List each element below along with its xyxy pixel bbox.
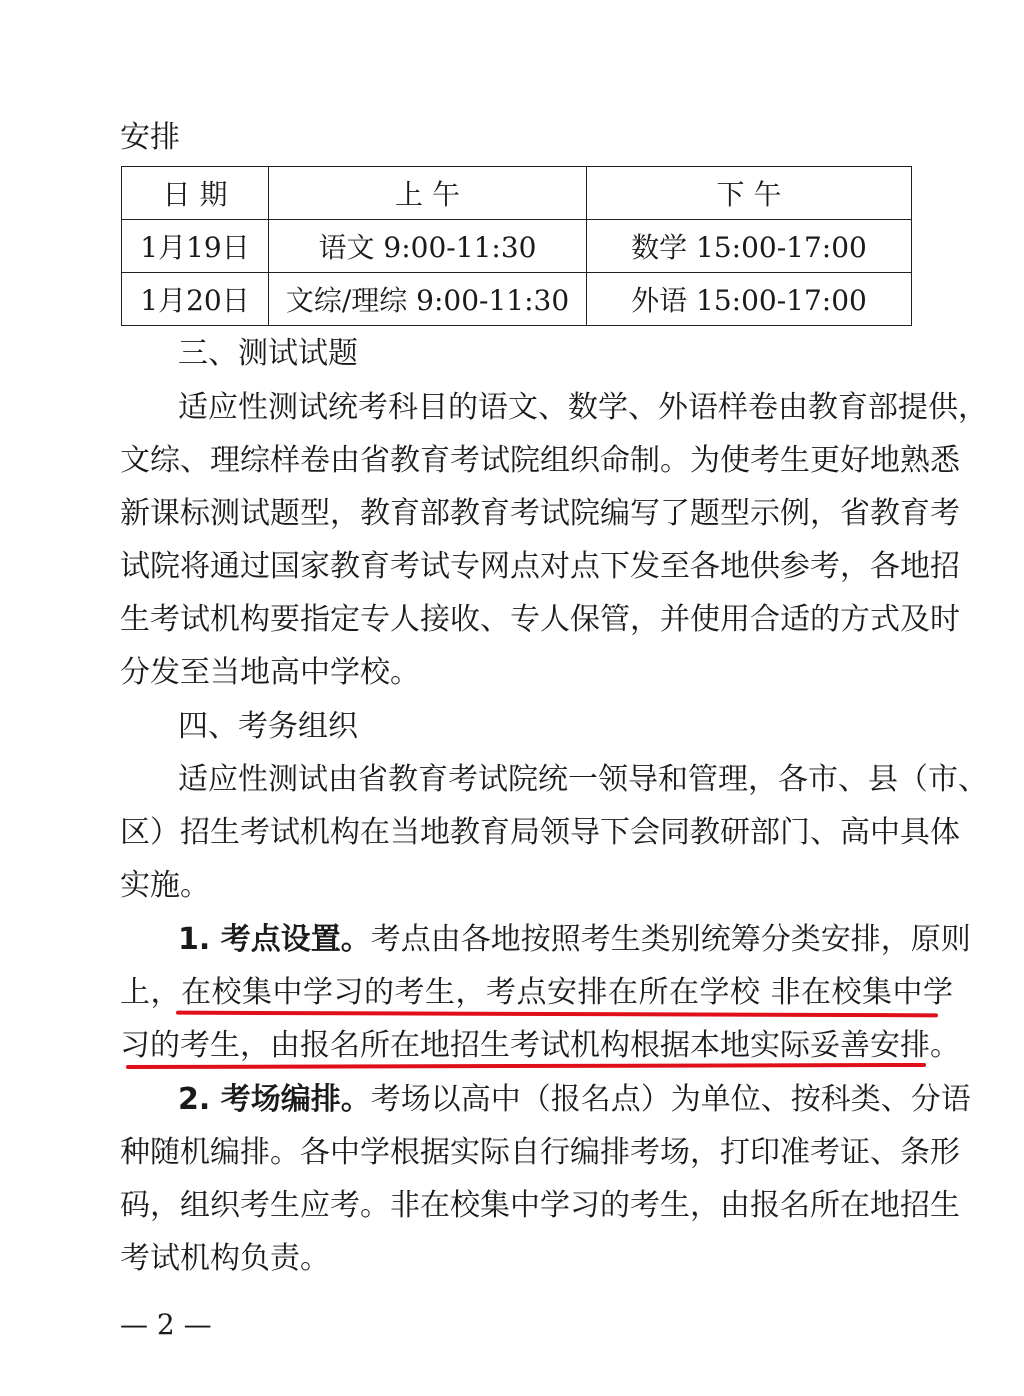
item1-first-text: 考点由各地按照考生类别统筹分类安排，原则: [370, 922, 971, 957]
header-morning: 上 午: [269, 167, 587, 220]
section4-line: 实施。: [120, 868, 210, 903]
row2-morning: 文综/理综 9:00-11:30: [269, 273, 587, 326]
section3-title: 三、测试试题: [178, 336, 358, 371]
section3-line: 新课标测试题型，教育部教育考试院编写了题型示例，省教育考: [120, 496, 960, 531]
section3-line: 生考试机构要指定专人接收、专人保管，并使用合适的方式及时: [120, 602, 960, 637]
row1-morning: 语文 9:00-11:30: [269, 220, 587, 273]
section4-line: 区）招生考试机构在当地教育局领导下会同教研部门、高中具体: [120, 815, 960, 850]
item1-bold-label: 1. 考点设置。: [178, 922, 371, 957]
item2-first-text: 考场以高中（报名点）为单位、按科类、分语: [370, 1082, 971, 1117]
table-row: [122, 273, 912, 326]
section3-line: 分发至当地高中学校。: [120, 655, 420, 690]
intro-word: 安排: [120, 120, 180, 155]
page-number: — 2 —: [120, 1308, 212, 1341]
item1-first-line: [178, 920, 971, 960]
red-underline-2: [126, 1063, 926, 1069]
item1-line: 习的考生，由报名所在地招生考试机构根据本地实际妥善安排。: [120, 1028, 960, 1063]
section4-title: 四、考务组织: [178, 709, 358, 744]
item2-line: 种随机编排。各中学根据实际自行编排考场，打印准考证、条形: [120, 1135, 960, 1170]
item2-line: 考试机构负责。: [120, 1241, 330, 1276]
table-header-row: [122, 167, 912, 220]
section3-line: 文综、理综样卷由省教育考试院组织命制。为使考生更好地熟悉: [120, 443, 960, 478]
table-row: [122, 220, 912, 273]
header-afternoon: 下 午: [587, 167, 912, 220]
item1-line: 上，在校集中学习的考生，考点安排在所在学校 非在校集中学: [120, 975, 954, 1010]
item2-bold-label: 2. 考场编排。: [178, 1082, 371, 1117]
item2-line: 码，组织考生应考。非在校集中学习的考生，由报名所在地招生: [120, 1188, 960, 1223]
row2-date: 1月20日: [122, 273, 269, 326]
header-date: 日 期: [122, 167, 269, 220]
item2-first-line: [178, 1080, 971, 1120]
section3-line: 适应性测试统考科目的语文、数学、外语样卷由教育部提供，: [178, 390, 988, 425]
section4-line: 适应性测试由省教育考试院统一领导和管理，各市、县（市、: [178, 762, 988, 797]
row2-afternoon: 外语 15:00-17:00: [587, 273, 912, 326]
row1-date: 1月19日: [122, 220, 269, 273]
exam-schedule-table: [121, 166, 912, 326]
section3-line: 试院将通过国家教育考试专网点对点下发至各地供参考，各地招: [120, 549, 960, 584]
row1-afternoon: 数学 15:00-17:00: [587, 220, 912, 273]
